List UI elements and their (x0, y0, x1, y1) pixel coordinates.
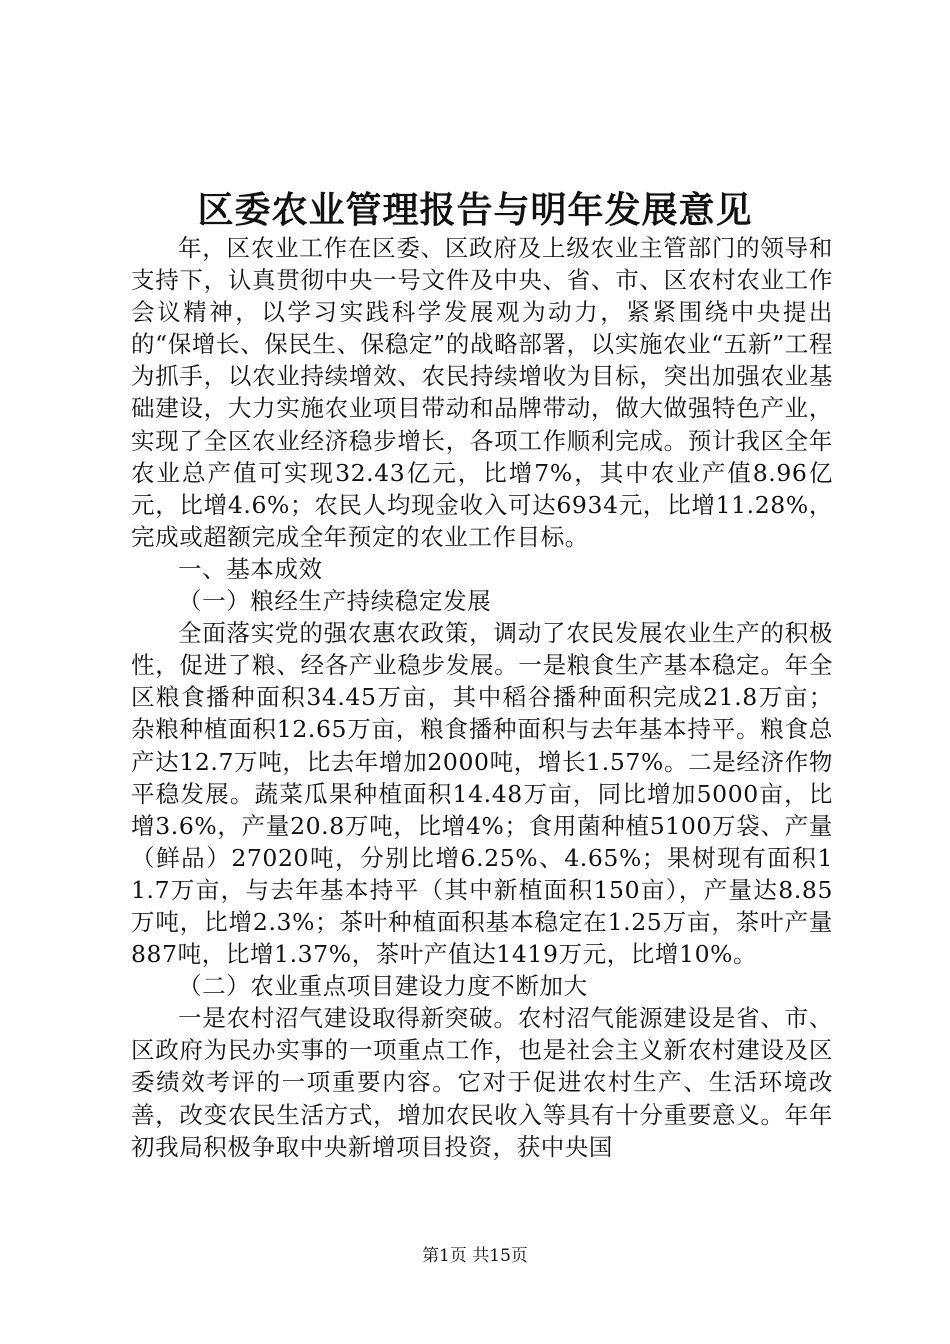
page-footer: 第1页 共15页 (422, 1246, 528, 1266)
paragraph-biogas: 一是农村沼气建设取得新突破。农村沼气能源建设是省、市、区政府为民办实事的一项重点工作，也是社会主义新农村建设及区委绩效考评的一项重要内容。它对于促进农村生产、生活环境改善，改变农民生活方式，增加农民收入等具有十分重要意义。年年初我局积极争取中央新增项目投资，获中央国 (131, 1004, 833, 1161)
paragraph-intro: 年，区农业工作在区委、区政府及上级农业主管部门的领导和支持下，认真贯彻中央一号文件及中央、省、市、区农村农业工作会议精神，以学习实践科学发展观为动力，紧紧围绕中央提出的“保增长、保民生、保稳定”的战略部署，以实施农业“五新”工程为抓手，以农业持续增效、农民持续增收为目标，突出加强农业基础建设，大力实施农业项目带动和品牌带动，做大做强特色产业，实现了全区农业经济稳步增长，各项工作顺利完成。预计我区全年农业总产值可实现32.43亿元，比增7%，其中农业产值8.96亿元，比增4.6%；农民人均现金收入可达6934元，比增11.28%，完成或超额完成全年预定的农业工作目标。 (131, 234, 833, 551)
subsection-heading-grain-production: （一）粮经生产持续稳定发展 (178, 587, 492, 616)
document-title: 区委农业管理报告与明年发展意见 (197, 189, 753, 231)
document-body (131, 232, 833, 1163)
subsection-heading-key-projects: （二）农业重点项目建设力度不断加大 (178, 972, 588, 1001)
section-heading-basic-results: 一、基本成效 (178, 554, 323, 583)
paragraph-grain-production: 全面落实党的强农惠农政策，调动了农民发展农业生产的积极性，促进了粮、经各产业稳步发展。一是粮食生产基本稳定。年全区粮食播种面积34.45万亩，其中稻谷播种面积完成21.8万亩；杂粮种植面积12.65万亩，粮食播种面积与去年基本持平。粮食总产达12.7万吨，比去年增加2000吨，增长1.57%。二是经济作物平稳发展。蔬菜瓜果种植面积14.48万亩，同比增加5000亩，比增3.6%，产量20.8万吨，比增4%；食用菌种植5100万袋、产量（鲜品）27020吨，分别比增6.25%、4.65%；果树现有面积11.7万亩，与去年基本持平（其中新植面积150亩），产量达8.85万吨，比增2.3%；茶叶种植面积基本稳定在1.25万亩，茶叶产量887吨，比增1.37%，茶叶产值达1419万元，比增10%。 (131, 619, 833, 969)
